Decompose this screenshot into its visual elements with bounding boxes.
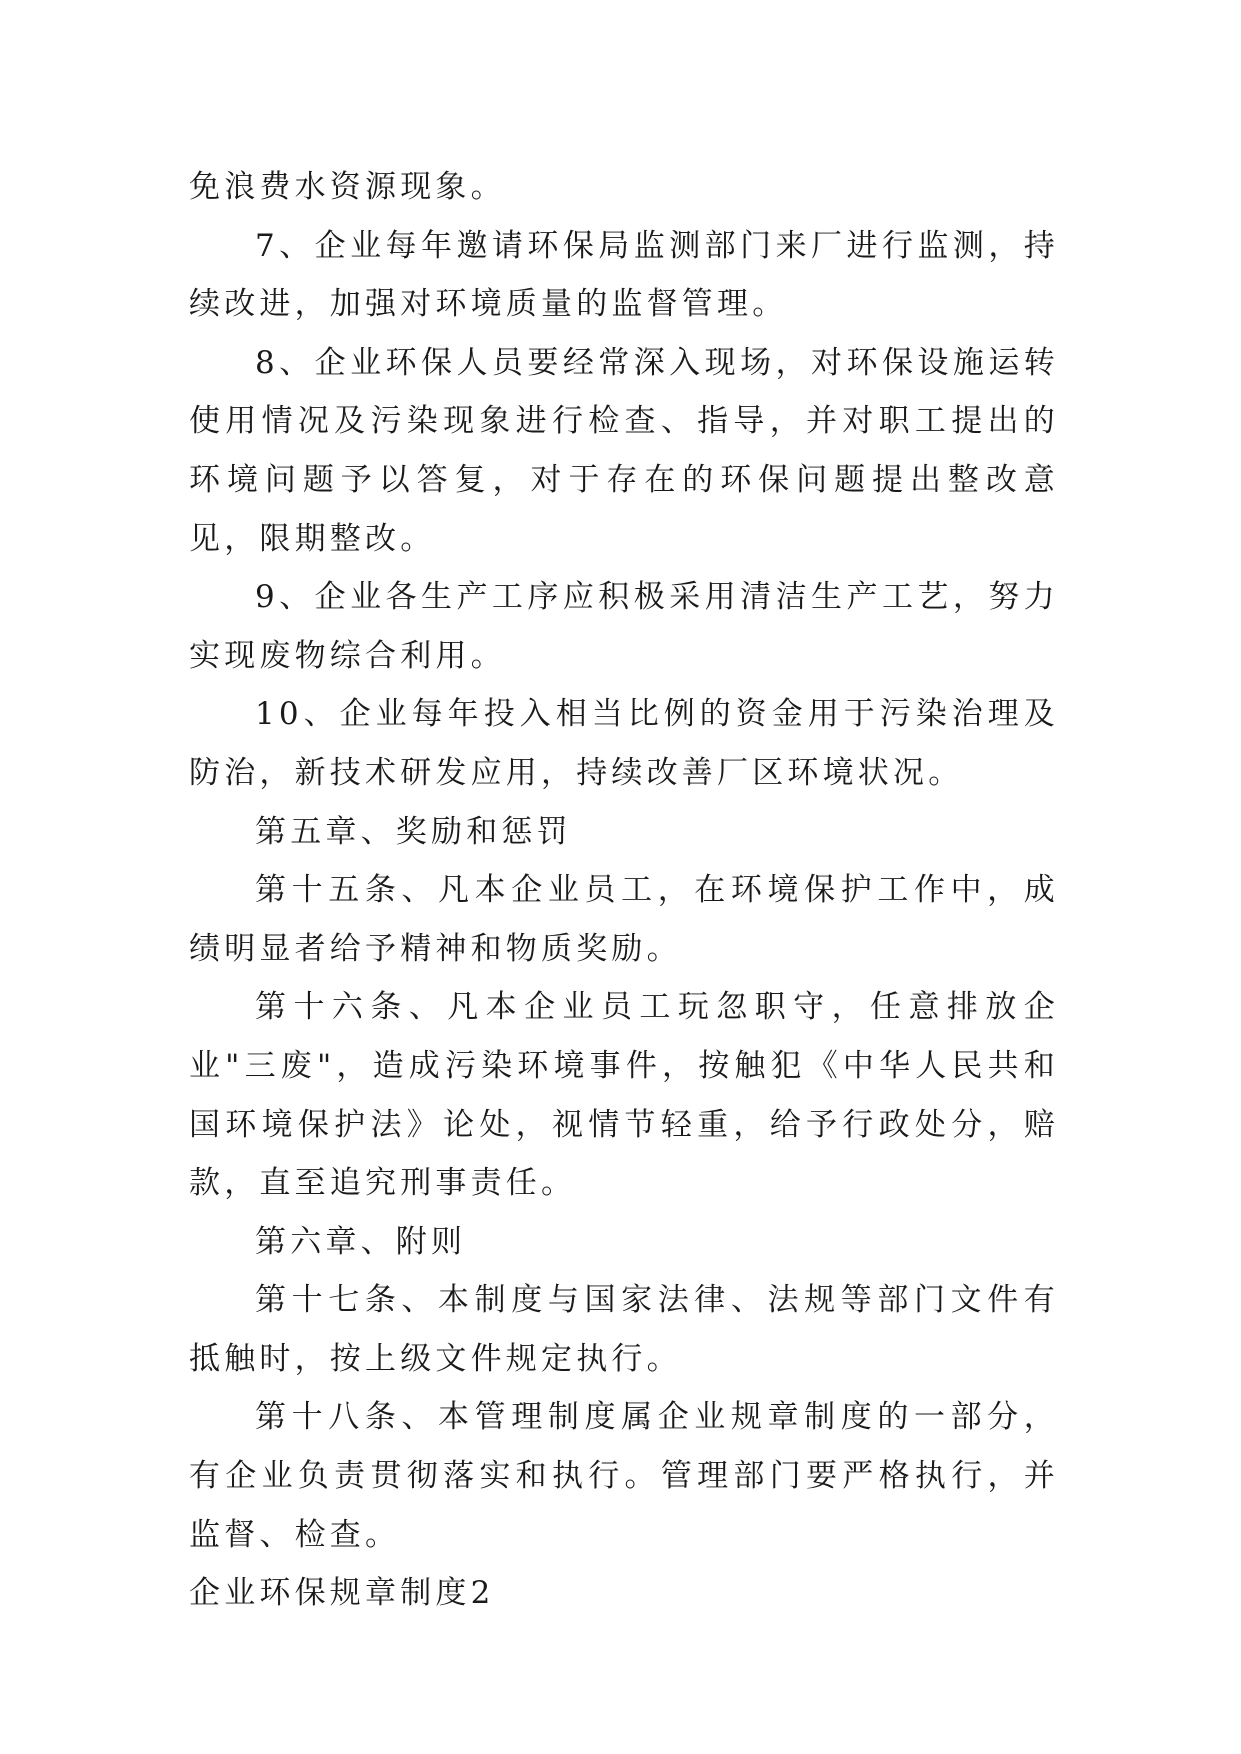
paragraph-continuation: 免浪费水资源现象。: [189, 169, 506, 205]
paragraph-item-7: 7、企业每年邀请环保局监测部门来厂进行监测，持续改进，加强对环境质量的监督管理。: [189, 227, 1059, 323]
article-seventeen: 第十七条、本制度与国家法律、法规等部门文件有抵触时，按上级文件规定执行。: [189, 1282, 1059, 1377]
article-eighteen: 第十八条、本管理制度属企业规章制度的一部分，有企业负责贯彻落实和执行。管理部门要严格执行，并监督、检查。: [189, 1399, 1059, 1553]
document-body: [189, 158, 1059, 1623]
paragraph-item-8: 8、企业环保人员要经常深入现场，对环保设施运转使用情况及污染现象进行检查、指导，并对职工提出的环境问题予以答复，对于存在的环保问题提出整改意见，限期整改。: [189, 344, 1059, 557]
chapter-five-heading: 第五章、奖励和惩罚: [255, 813, 572, 850]
chapter-six-heading: 第六章、附则: [255, 1223, 467, 1260]
article-sixteen: 第十六条、凡本企业员工玩忽职守，任意排放企业"三废"，造成污染环境事件，按触犯《中华人民共和国环境保护法》论处，视情节轻重，给予行政处分，赔款，直至追究刑事责任。: [189, 989, 1059, 1202]
paragraph-item-10: 10、企业每年投入相当比例的资金用于污染治理及防治，新技术研发应用，持续改善厂区环境状况。: [189, 696, 1059, 791]
article-fifteen: 第十五条、凡本企业员工，在环境保护工作中，成绩明显者给予精神和物质奖励。: [189, 872, 1059, 967]
paragraph-item-9: 9、企业各生产工序应积极采用清洁生产工艺，努力实现废物综合利用。: [189, 579, 1059, 674]
section-title-2: 企业环保规章制度2: [189, 1575, 495, 1612]
